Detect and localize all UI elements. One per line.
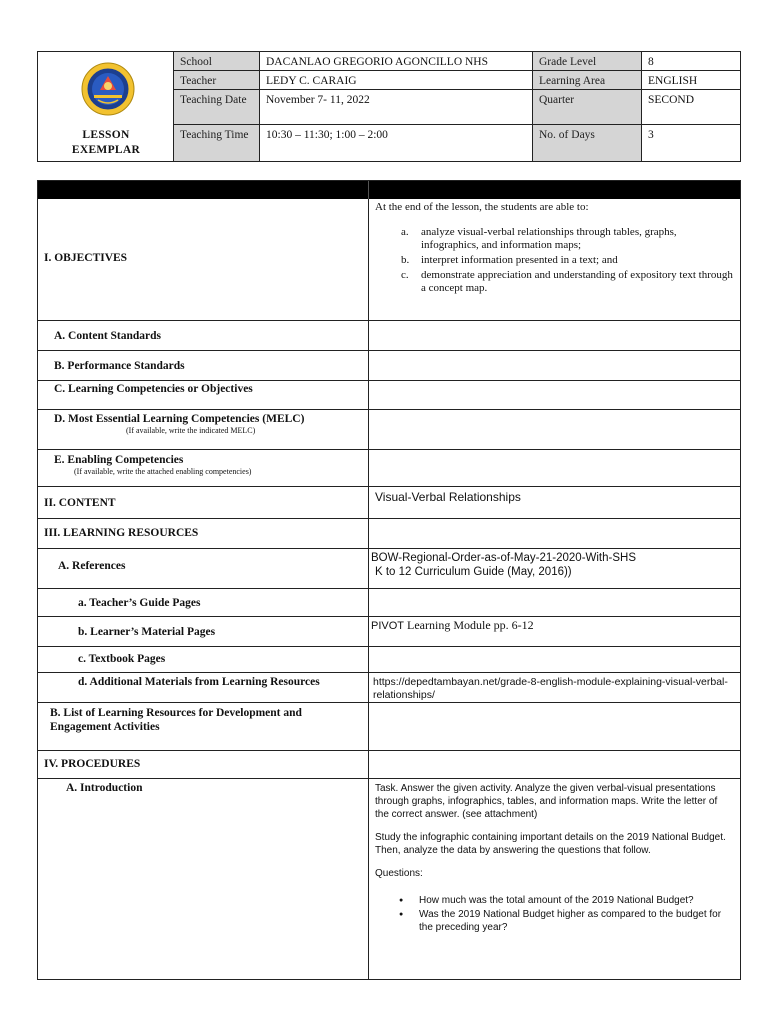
- melc-row: [38, 410, 740, 450]
- school-value: DACANLAO GREGORIO AGONCILLO NHS: [260, 52, 533, 71]
- logo-cell: [38, 52, 174, 161]
- textbook-row: [38, 647, 740, 673]
- learning-resources-row: [38, 519, 740, 549]
- objective-item: a. analyze visual-verbal relationships through tables, graphs, infographics, and information maps;: [401, 226, 677, 251]
- objectives-row: [38, 199, 740, 321]
- quarter-value: SECOND: [642, 90, 740, 125]
- table-header-bar: [38, 181, 740, 199]
- procedures-row: [38, 751, 740, 779]
- performance-standards-row: [38, 351, 740, 381]
- enabling-row: [38, 450, 740, 487]
- area-value: ENGLISH: [642, 71, 740, 90]
- objective-item: c. demonstrate appreciation and understanding of expository text through a concept map.: [401, 269, 733, 294]
- textbook-label: c. Textbook Pages: [78, 653, 166, 665]
- performance-standards-label: B. Performance Standards: [54, 360, 185, 372]
- additional-materials-label: d. Additional Materials from Learning Resources: [78, 676, 320, 688]
- objectives-list: [375, 226, 733, 295]
- enabling-label: E. Enabling Competencies (If available, write the attached enabling competencies): [38, 453, 368, 476]
- header-table: [37, 51, 741, 162]
- enabling-note: (If available, write the attached enabling competencies): [74, 467, 252, 476]
- introduction-label: A. Introduction: [66, 782, 143, 794]
- question-item: ● Was the 2019 National Budget higher as compared to the budget for the preceding year?: [375, 908, 733, 934]
- introduction-value: [369, 780, 739, 937]
- school-seal-icon: [81, 62, 135, 116]
- questions-list: [375, 894, 733, 934]
- lesson-exemplar-title: LESSON EXEMPLAR: [71, 129, 141, 156]
- teacher-label: Teacher: [174, 71, 260, 90]
- grade-label: Grade Level: [533, 52, 642, 71]
- quarter-label: Quarter: [533, 90, 642, 125]
- content-standards-label: A. Content Standards: [54, 330, 162, 342]
- learning-resources-label: III. LEARNING RESOURCES: [44, 527, 199, 539]
- learners-material-label: b. Learner’s Material Pages: [78, 626, 216, 638]
- teachers-guide-row: [38, 589, 740, 617]
- list-resources-label: B. List of Learning Resources for Development and Engagement Activities: [50, 707, 302, 733]
- objective-item: b. interpret information presented in a text; and: [401, 254, 618, 266]
- teacher-value: LEDY C. CARAIG: [260, 71, 533, 90]
- date-value: November 7- 11, 2022: [260, 90, 533, 125]
- questions-label: Questions:: [375, 868, 423, 879]
- school-label: School: [174, 52, 260, 71]
- procedures-label: IV. PROCEDURES: [44, 758, 141, 770]
- time-label: Teaching Time: [174, 125, 260, 161]
- grade-value: 8: [642, 52, 740, 71]
- melc-note: (If available, write the indicated MELC): [126, 426, 256, 435]
- melc-label: D. Most Essential Learning Competencies (MELC) (If available, write the indicated MELC): [38, 412, 368, 435]
- additional-materials-link[interactable]: https://depedtambayan.net/grade-8-english-module-explaining-visual-verbal-relationships/: [373, 676, 728, 701]
- references-row: [38, 549, 740, 589]
- area-label: Learning Area: [533, 71, 642, 90]
- learners-material-row: [38, 617, 740, 647]
- teachers-guide-label: a. Teacher’s Guide Pages: [78, 597, 201, 609]
- introduction-row: [38, 779, 740, 979]
- objectives-label: I. OBJECTIVES: [44, 252, 128, 264]
- question-item: ● How much was the total amount of the 2019 National Budget?: [375, 894, 733, 907]
- learners-material-value: PIVOT Learning Module pp. 6-12: [371, 618, 534, 632]
- additional-materials-row: [38, 673, 740, 703]
- time-value: 10:30 – 11:30; 1:00 – 2:00: [260, 125, 533, 161]
- learning-competencies-row: [38, 381, 740, 410]
- date-label: Teaching Date: [174, 90, 260, 125]
- intro-task-paragraph: Task. Answer the given activity. Analyze the given verbal-visual presentations through graphs, infographics, tables, and information maps. Write the letter of the correct answer. (see attachment): [375, 783, 718, 820]
- learning-competencies-label: C. Learning Competencies or Objectives: [54, 383, 253, 395]
- content-label: II. CONTENT: [44, 497, 116, 509]
- references-value: BOW-Regional-Order-as-of-May-21-2020-With-SHS K to 12 Curriculum Guide (May, 2016)): [371, 552, 636, 578]
- days-value: 3: [648, 129, 654, 141]
- lesson-table: [37, 180, 741, 980]
- objectives-intro: At the end of the lesson, the students are able to:: [375, 201, 589, 213]
- content-row: [38, 487, 740, 519]
- references-label: A. References: [58, 560, 126, 572]
- objectives-value: [369, 199, 739, 299]
- content-value: Visual-Verbal Relationships: [375, 490, 521, 504]
- intro-study-paragraph: Study the infographic containing important details on the 2019 National Budget. Then, analyze the data by answering the questions that follow.: [375, 832, 726, 856]
- days-label: No. of Days: [533, 125, 642, 161]
- content-standards-row: [38, 321, 740, 351]
- list-resources-row: [38, 703, 740, 751]
